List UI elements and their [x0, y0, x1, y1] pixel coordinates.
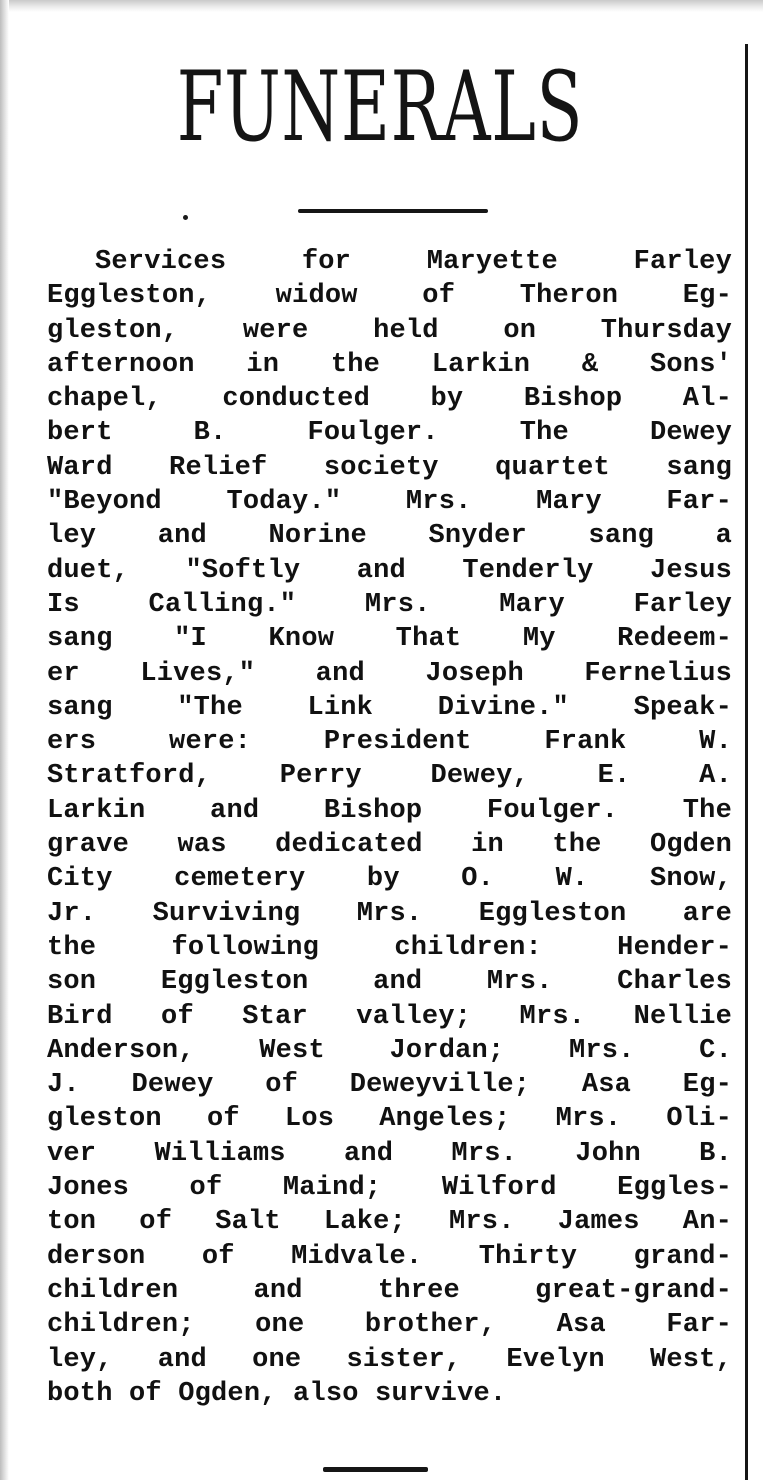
text-line: City cemetery by O. W. Snow, [47, 864, 732, 895]
text-line: Eggleston, widow of Theron Eg- [47, 281, 732, 312]
text-line: the following children: Hender- [47, 932, 732, 963]
text-line: Services for Maryette Farley [95, 247, 732, 277]
column-rule [745, 44, 748, 1480]
text-line: Anderson, West Jordan; Mrs. C. [47, 1035, 732, 1066]
text-line: sang "The Link Divine." Speak- [47, 692, 732, 723]
text-line: children; one brother, Asa Far- [47, 1310, 732, 1341]
text-line: gleston, were held on Thursday [47, 315, 732, 346]
text-line: duet, "Softly and Tenderly Jesus [47, 555, 732, 586]
text-line: bert B. Foulger. The Dewey [47, 418, 732, 449]
text-line: afternoon in the Larkin & Sons' [47, 349, 732, 380]
text-line: sang "I Know That My Redeem- [47, 624, 732, 655]
text-line: Larkin and Bishop Foulger. The [47, 795, 732, 826]
text-line: Jr. Surviving Mrs. Eggleston are [47, 898, 732, 929]
text-line: ton of Salt Lake; Mrs. James An- [47, 1207, 732, 1238]
text-line: ers were: President Frank W. [47, 727, 732, 758]
text-line: Jones of Maind; Wilford Eggles- [47, 1173, 732, 1204]
text-line: J. Dewey of Deweyville; Asa Eg- [47, 1070, 732, 1101]
text-line: ley and Norine Snyder sang a [47, 521, 732, 552]
text-line: son Eggleston and Mrs. Charles [47, 967, 732, 998]
text-line: "Beyond Today." Mrs. Mary Far- [47, 487, 732, 518]
text-line: children and three great-grand- [47, 1275, 732, 1306]
obituary-text [47, 245, 732, 1411]
ink-speck [183, 215, 188, 220]
text-line: derson of Midvale. Thirty grand- [47, 1241, 732, 1272]
text-line: both of Ogden, also survive. [47, 1378, 507, 1409]
text-line: gleston of Los Angeles; Mrs. Oli- [47, 1104, 732, 1135]
text-line: ver Williams and Mrs. John B. [47, 1138, 732, 1169]
text-line: ley, and one sister, Evelyn West, [47, 1344, 732, 1375]
text-line: Stratford, Perry Dewey, E. A. [47, 761, 732, 792]
text-line: Is Calling." Mrs. Mary Farley [47, 589, 732, 620]
text-line: grave was dedicated in the Ogden [47, 830, 732, 861]
text-line: er Lives," and Joseph Fernelius [47, 658, 732, 689]
headline: FUNERALS [176, 51, 584, 163]
article-end-divider [323, 1467, 428, 1472]
scan-edge-left [0, 0, 9, 1480]
text-line: chapel, conducted by Bishop Al- [47, 384, 732, 415]
headline-divider [298, 209, 488, 213]
text-line: Ward Relief society quartet sang [47, 452, 732, 483]
text-line: Bird of Star valley; Mrs. Nellie [47, 1001, 732, 1032]
scan-edge-top [0, 0, 763, 12]
